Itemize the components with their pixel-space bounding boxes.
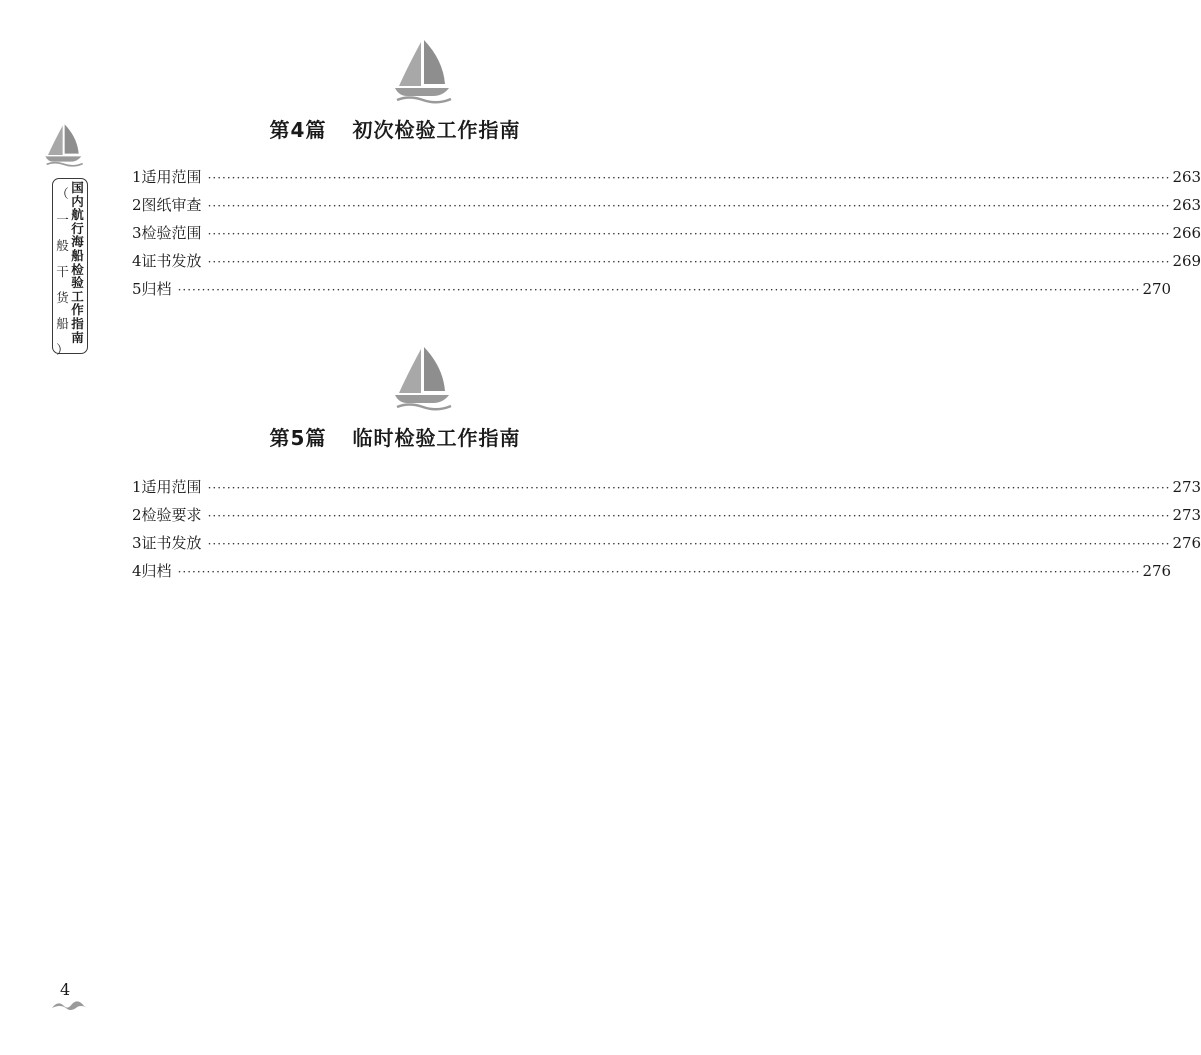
toc-item[interactable]	[132, 560, 1172, 588]
toc-leader-dots: ········································································································································································································	[207, 199, 1171, 213]
part-title: 第4篇 初次检验工作指南	[269, 118, 521, 142]
toc-item-page: 276	[1142, 562, 1172, 580]
side-title-main: 国内航行海船检验工作指南	[71, 180, 84, 345]
toc-item-page: 276	[1172, 534, 1201, 552]
toc-item-number: 2	[132, 506, 142, 524]
toc-item[interactable]	[132, 504, 1201, 532]
part-title: 第5篇 临时检验工作指南	[269, 426, 521, 450]
toc-item-label: 检验范围	[141, 224, 202, 242]
toc-item-page: 273	[1172, 478, 1201, 496]
toc-item-page: 273	[1172, 506, 1201, 524]
sailboat-icon	[393, 38, 453, 104]
toc-item-number: 2	[132, 196, 142, 214]
toc-item-number: 5	[132, 280, 142, 298]
toc-list	[132, 166, 1201, 306]
toc-item-label: 归档	[141, 562, 172, 580]
toc-item-label: 证书发放	[141, 534, 202, 552]
toc-leader-dots: ········································································································································································································	[207, 509, 1171, 523]
toc-leader-dots: ········································································································································································································	[207, 255, 1171, 269]
toc-item-number: 4	[132, 562, 142, 580]
toc-leader-dots: ········································································································································································································	[207, 171, 1171, 185]
toc-item-number: 3	[132, 534, 142, 552]
toc-item-label: 适用范围	[141, 478, 202, 496]
toc-item[interactable]	[132, 250, 1201, 278]
toc-item-label: 图纸审查	[141, 196, 202, 214]
side-book-title	[52, 178, 88, 357]
wave-icon	[50, 998, 90, 1012]
toc-item-number: 1	[132, 478, 142, 496]
side-title-subtitle: （ 一 般 干 货 船 ）	[56, 186, 69, 357]
toc-leader-dots: ········································································································································································································	[207, 537, 1171, 551]
toc-item[interactable]	[132, 194, 1201, 222]
toc-list	[132, 476, 1201, 588]
toc-item-page: 263	[1172, 168, 1201, 186]
toc-item-page: 270	[1142, 280, 1172, 298]
sailboat-icon	[393, 345, 453, 411]
toc-item[interactable]	[132, 476, 1201, 504]
toc-item[interactable]	[132, 222, 1201, 250]
toc-leader-dots: ········································································································································································································	[177, 283, 1141, 297]
toc-item-page: 263	[1172, 196, 1201, 214]
toc-item[interactable]	[132, 166, 1201, 194]
toc-item-label: 检验要求	[141, 506, 202, 524]
toc-leader-dots: ········································································································································································································	[207, 481, 1171, 495]
toc-item[interactable]	[132, 532, 1201, 560]
toc-item-page: 266	[1172, 224, 1201, 242]
toc-item-label: 归档	[141, 280, 172, 298]
toc-item-number: 3	[132, 224, 142, 242]
toc-item-page: 269	[1172, 252, 1201, 270]
toc-leader-dots: ········································································································································································································	[207, 227, 1171, 241]
toc-leader-dots: ········································································································································································································	[177, 565, 1141, 579]
toc-item-number: 1	[132, 168, 142, 186]
toc-item-number: 4	[132, 252, 142, 270]
page-number: 4	[60, 980, 71, 999]
toc-item[interactable]	[132, 278, 1172, 306]
toc-item-label: 适用范围	[141, 168, 202, 186]
toc-item-label: 证书发放	[141, 252, 202, 270]
